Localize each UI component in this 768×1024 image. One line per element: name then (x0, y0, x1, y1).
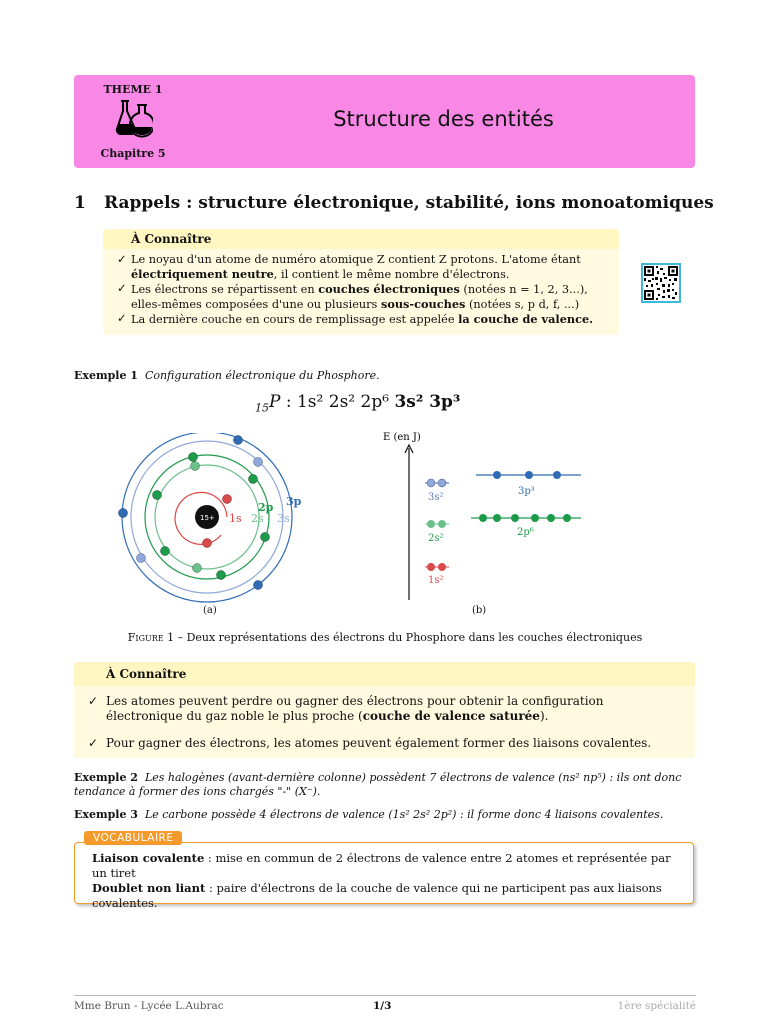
level-label-3s: 3s² (428, 492, 444, 503)
electron (191, 462, 200, 471)
list-item: ✓ Le noyau d'un atome de numéro atomique Z contient Z protons. L'atome étant électriquement neutre, il contient le même nombre d'électrons. (117, 253, 581, 281)
flask-icon (115, 99, 153, 139)
electron (193, 564, 202, 573)
know-box (103, 229, 619, 335)
figure-caption: Figure 1 – Deux représentations des électrons du Phosphore dans les couches électroniques (127, 631, 643, 644)
shell-label-2p: 2p (258, 501, 274, 514)
electron (563, 514, 571, 522)
checkmark-icon: ✓ (117, 312, 127, 325)
nucleus-label: 15+ (200, 514, 215, 522)
electron (438, 563, 446, 571)
checkmark-icon: ✓ (117, 253, 127, 266)
section-title: Rappels : structure électronique, stabilité, ions monoatomiques (104, 193, 714, 213)
electron (427, 520, 435, 528)
electron (234, 436, 243, 445)
electron (119, 509, 128, 518)
shell-label-1s: 1s (229, 512, 242, 525)
level-label-2s: 2s² (428, 533, 444, 544)
electron (223, 495, 232, 504)
electron (254, 458, 263, 467)
electron (161, 547, 170, 556)
vocabulary-tag: VOCABULAIRE (84, 831, 182, 845)
example-2: Exemple 2 Les halogènes (avant-dernière colonne) possèdent 7 électrons de valence (ns² np⁵) : ils ont donc tendance à former des ions chargés "-" (X⁻). (74, 771, 682, 798)
shell-label-2s: 2s (251, 512, 264, 525)
electron (531, 514, 539, 522)
electron-configuration: $_{15}$P : 1s² 2s² 2p⁶ 3s² 3p³ (255, 392, 461, 415)
vocab-entry: Doublet non liant : paire d'électrons de la couche de valence qui ne participent pas aux liaisons covalentes. (92, 881, 662, 910)
page-title: Structure des entités (333, 107, 554, 131)
example-3: Exemple 3 Le carbone possède 4 électrons de valence (1s² 2s² 2p²) : il forme donc 4 liaisons covalentes. (74, 808, 664, 821)
know-box-heading: À Connaître (74, 662, 695, 686)
know-box (74, 662, 695, 758)
electron (217, 571, 226, 580)
electron (525, 471, 533, 479)
electron (254, 581, 263, 590)
list-item: ✓ Pour gagner des électrons, les atomes peuvent également former des liaisons covalentes. (88, 736, 652, 750)
footer-level: 1ère spécialité (617, 1000, 696, 1012)
bohr-diagram (105, 433, 305, 608)
electron (249, 475, 258, 484)
qr-code[interactable] (641, 263, 681, 303)
list-item: ✓ Les électrons se répartissent en couches électroniques (notées n = 1, 2, 3...), elles-mêmes composées d'une ou plusieurs sous-couches (notées s, p d, f, ...) (117, 282, 588, 311)
electron (553, 471, 561, 479)
list-item: ✓ La dernière couche en cours de remplissage est appelée la couche de valence. (117, 312, 594, 326)
shell-label-3s: 3s (277, 512, 290, 525)
footer-divider (74, 995, 696, 996)
electron (479, 514, 487, 522)
header-banner (74, 75, 695, 168)
level-label-2p: 2p⁶ (517, 527, 534, 538)
section-heading (74, 193, 714, 213)
electron (427, 563, 435, 571)
electron (261, 533, 270, 542)
shell-label-3p: 3p (286, 495, 302, 508)
electron (547, 514, 555, 522)
checkmark-icon: ✓ (117, 282, 127, 295)
footer-author: Mme Brun - Lycée L.Aubrac (74, 1000, 224, 1012)
list-item: ✓ Les atomes peuvent perdre ou gagner des électrons pour obtenir la configuration électronique du gaz noble le plus proche (couche de valence saturée). (88, 694, 604, 723)
checkmark-icon: ✓ (88, 736, 99, 750)
energy-diagram (375, 428, 585, 608)
vocab-entry: Liaison covalente : mise en commun de 2 électrons de valence entre 2 atomes et représentée par un tiret (92, 851, 671, 880)
electron (438, 520, 446, 528)
example-1: Exemple 1 Configuration électronique du Phosphore. (74, 369, 380, 382)
electron (427, 479, 435, 487)
know-box-heading: À Connaître (103, 229, 619, 249)
diagram-b-caption: (b) (472, 605, 487, 616)
electron (438, 479, 446, 487)
chapter-label: Chapitre 5 (100, 147, 166, 160)
electron (511, 514, 519, 522)
checkmark-icon: ✓ (88, 694, 99, 708)
level-label-3p: 3p³ (518, 486, 535, 497)
level-label-1s: 1s² (428, 575, 444, 586)
electron (493, 514, 501, 522)
theme-label: THEME 1 (103, 83, 163, 96)
energy-axis-label: E (en J) (383, 432, 421, 443)
page-number: 1/3 (373, 1000, 392, 1012)
electron (153, 491, 162, 500)
vocabulary-body (92, 851, 682, 911)
section-number: 1 (74, 193, 86, 213)
electron (189, 453, 198, 462)
electron (203, 539, 212, 548)
diagram-a-caption: (a) (203, 605, 217, 616)
electron (493, 471, 501, 479)
electron (137, 554, 146, 563)
